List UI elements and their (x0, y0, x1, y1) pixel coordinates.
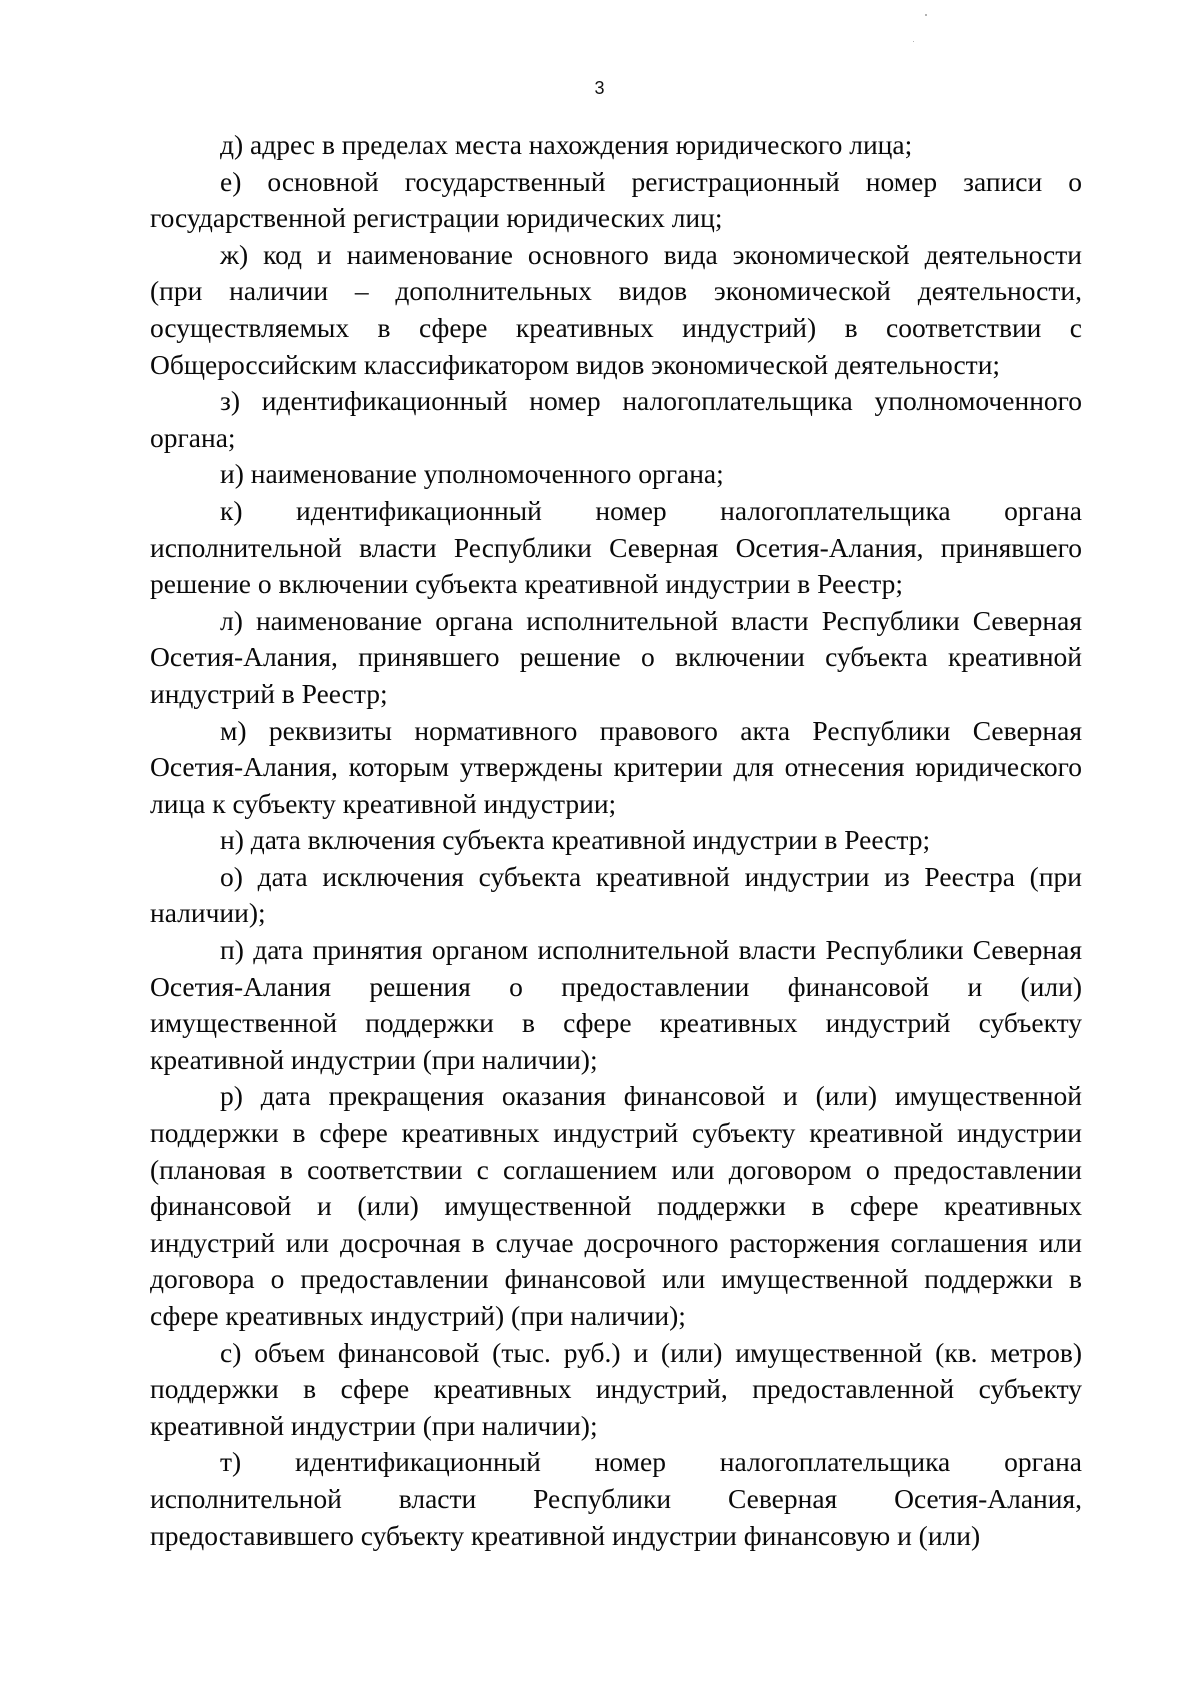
list-item-s: с) объем финансовой (тыс. руб.) и (или) имущественной (кв. метров) поддержки в сфере креативных индустрий, предоставленной субъекту креативной индустрии (при наличии); (150, 1336, 1082, 1441)
list-item-m: м) реквизиты нормативного правового акта Республики Северная Осетия-Алания, которым утверждены критерии для отнесения юридического лица к субъекту креативной индустрии; (150, 714, 1082, 819)
list-item-p: п) дата принятия органом исполнительной власти Республики Северная Осетия-Алания решения о предоставлении финансовой и (или) имущественной поддержки в сфере креативных индустрий субъекту креативной индустрии (при наличии); (150, 934, 1082, 1075)
document-body (150, 127, 1082, 1554)
page-number: 3 (594, 78, 606, 98)
list-item-l: л) наименование органа исполнительной власти Республики Северная Осетия-Алания, принявшего решение о включении субъекта креативной индустрий в Реестр; (150, 604, 1082, 709)
list-item-i: и) наименование уполномоченного органа; (220, 458, 724, 490)
list-item-o: о) дата исключения субъекта креативной индустрии из Реестра (при наличии); (150, 860, 1082, 929)
list-item-zh: ж) код и наименование основного вида экономической деятельности (при наличии – дополнительных видов экономической деятельности, осуществляемых в сфере креативных индустрий) в соответствии с Общероссийским классификатором видов экономической деятельности; (150, 238, 1082, 380)
list-item-r: р) дата прекращения оказания финансовой и (или) имущественной поддержки в сфере креативных индустрий субъекту креативной индустрии (плановая в соответствии с соглашением или договором о предоставлении финансовой и (или) имущественной поддержки в сфере креативных индустрий или досрочная в случае досрочного расторжения соглашения или договора о предоставлении финансовой или имущественной поддержки в сфере креативных индустрий) (при наличии); (150, 1080, 1082, 1331)
list-item-t: т) идентификационный номер налогоплательщика органа исполнительной власти Республики Северная Осетия-Алания, предоставившего субъекту креативной индустрии финансовую и (или) (150, 1446, 1082, 1551)
list-item-z: з) идентификационный номер налогоплательщика уполномоченного органа; (150, 385, 1082, 453)
list-item-n: н) дата включения субъекта креативной индустрии в Реестр; (220, 824, 931, 856)
list-item-d: д) адрес в пределах места нахождения юридического лица; (220, 129, 913, 160)
list-item-k: к) идентификационный номер налогоплательщика органа исполнительной власти Республики Северная Осетия-Алания, принявшего решение о включении субъекта креативной индустрии в Реестр; (150, 494, 1082, 600)
scan-speck (913, 41, 914, 42)
scan-speck (925, 14, 927, 16)
list-item-e: е) основной государственный регистрационный номер записи о государственной регистрации юридических лиц; (150, 165, 1082, 234)
